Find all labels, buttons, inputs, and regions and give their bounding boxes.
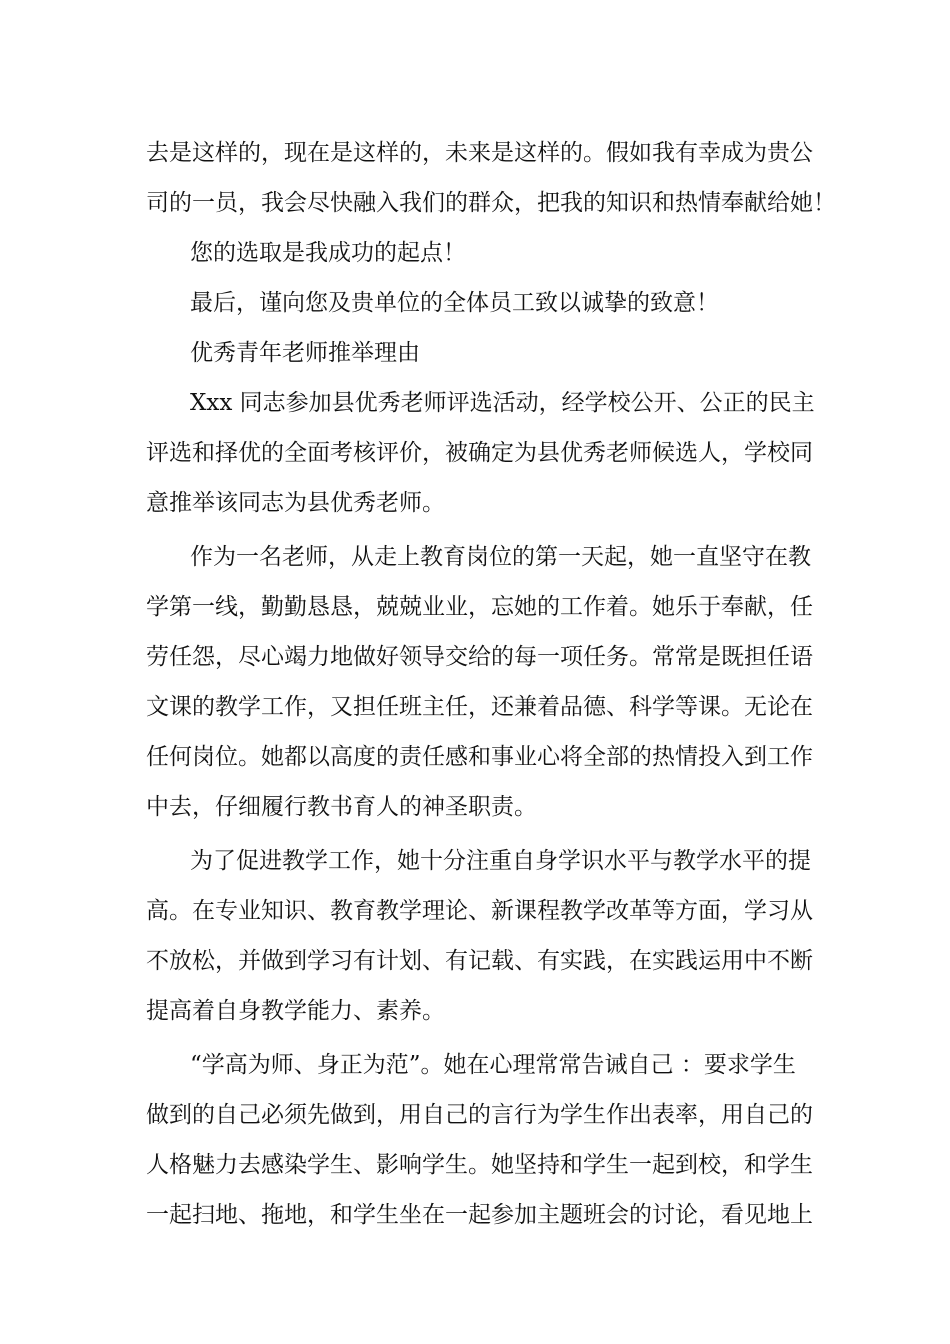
document-body	[146, 128, 836, 1240]
paragraph-line: Xxx 同志参加县优秀老师评选活动，经学校公开、公正的民主	[190, 390, 815, 416]
text-line: 司的一员，我会尽快融入我们的群众，把我的知识和热情奉献给她！	[146, 190, 836, 216]
text-line: 提高着自身教学能力、素养。	[146, 998, 445, 1024]
text-line: 评选和择优的全面考核评价，被确定为县优秀老师候选人，学校同	[146, 440, 813, 466]
text-line: 任何岗位。她都以高度的责任感和事业心将全部的热情投入到工作	[146, 744, 813, 770]
paragraph-line: 为了促进教学工作，她十分注重自身学识水平与教学水平的提	[190, 848, 811, 874]
paragraph-line: “学高为师、身正为范”。她在心理常常告诫自己 ：要求学生	[190, 1052, 796, 1078]
text-line: 高。在专业知识、教育教学理论、新课程教学改革等方面，学习从	[146, 898, 813, 924]
paragraph-line: 您的选取是我成功的起点！	[190, 240, 466, 266]
text-line: 学第一线，勤勤恳恳，兢兢业业，忘她的工作着。她乐于奉献，任	[146, 594, 813, 620]
text-line: 劳任怨，尽心竭力地做好领导交给的每一项任务。常常是既担任语	[146, 644, 813, 670]
text-line: 一起扫地、拖地，和学生坐在一起参加主题班会的讨论，看见地上	[146, 1202, 813, 1228]
text-line: 去是这样的，现在是这样的，未来是这样的。假如我有幸成为贵公	[146, 140, 813, 166]
paragraph-line: 作为一名老师，从走上教育岗位的第一天起，她一直坚守在教	[190, 544, 811, 570]
text-line: 做到的自己必须先做到，用自己的言行为学生作出表率，用自己的	[146, 1102, 813, 1128]
paragraph-line: 最后，谨向您及贵单位的全体员工致以诚挚的致意！	[190, 290, 719, 316]
section-heading: 优秀青年老师推举理由	[190, 340, 420, 366]
text-line: 人格魅力去感染学生、影响学生。她坚持和学生一起到校，和学生	[146, 1152, 813, 1178]
text-line: 文课的教学工作，又担任班主任，还兼着品德、科学等课。无论在	[146, 694, 813, 720]
text-line: 意推举该同志为县优秀老师。	[146, 490, 445, 516]
text-line: 中去，仔细履行教书育人的神圣职责。	[146, 794, 537, 820]
text-line: 不放松，并做到学习有计划、有记载、有实践，在实践运用中不断	[146, 948, 813, 974]
